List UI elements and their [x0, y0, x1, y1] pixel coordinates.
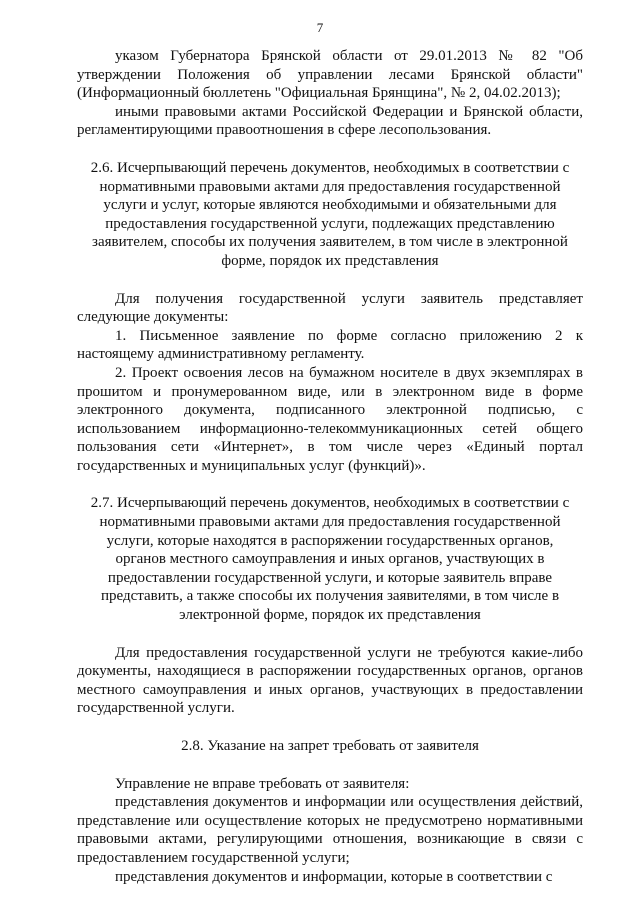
document-body — [77, 47, 583, 886]
paragraph-prohibition-item-2: представления документов и информации, которые в соответствии с — [115, 868, 553, 885]
page-number: 7 — [316, 20, 324, 35]
paragraph-no-documents-required: Для предоставления государственной услуги не требуются какие-либо документы, находящиеся в распоряжении государственных органов, органов местного самоуправления и иных органов, участвующих в предоставлении государственной услуги. — [77, 644, 583, 717]
paragraph-decree-reference: указом Губернатора Брянской области от 29.01.2013 № 82 "Об утверждении Положения об управлении лесами Брянской области" (Информационный бюллетень "Официальная Брянщина", № 2, 04.02.2013); — [77, 48, 583, 102]
paragraph-required-documents-intro: Для получения государственной услуги заявитель представляет следующие документы: — [77, 290, 583, 326]
paragraph-prohibition-intro: Управление не вправе требовать от заявителя: — [115, 775, 410, 792]
section-heading-2-8: 2.8. Указание на запрет требовать от заявителя — [181, 738, 479, 754]
section-heading-2-6: 2.6. Исчерпывающий перечень документов, необходимых в соответствии с нормативными правовыми актами для предоставления государственной услуги и услуг, которые являются необходимыми и обязательными для предоставления государственной услуги, подлежащих представлению заявителем, способы их получения заявителем, в том числе в электронной форме, порядок их представления — [90, 159, 570, 269]
paragraph-document-item-2: 2. Проект освоения лесов на бумажном носителе в двух экземплярах в прошитом и пронумерованном виде, или в электронном виде в форме электронного документа, подписанного электронной подписью, с использованием информационно-телекоммуникационных сетей общего пользования сети «Интернет», в том числе через «Единый портал государственных и муниципальных услуг (функций)». — [77, 364, 583, 474]
paragraph-prohibition-item-1: представления документов и информации или осуществления действий, представление или осуществление которых не предусмотрено нормативными правовыми актами, регулирующими отношения, возникающие в связи с предоставлением государственной услуги; — [77, 794, 583, 866]
paragraph-document-item-1: 1. Письменное заявление по форме согласно приложению 2 к настоящему административному регламенту. — [77, 327, 583, 363]
paragraph-other-legal-acts: иными правовыми актами Российской Федерации и Брянской области, регламентирующими правоотношения в сфере лесопользования. — [77, 103, 583, 139]
section-heading-2-7: 2.7. Исчерпывающий перечень документов, необходимых в соответствии с нормативными правовыми актами для предоставления государственной услуги, которые находятся в распоряжении государственных органов, органов местного самоуправления и иных органов, участвующих в предоставлении государственной услуги, и которые заявитель вправе представить, а также способы их получения заявителями, в том числе в электронной форме, порядок их представления — [90, 495, 570, 624]
